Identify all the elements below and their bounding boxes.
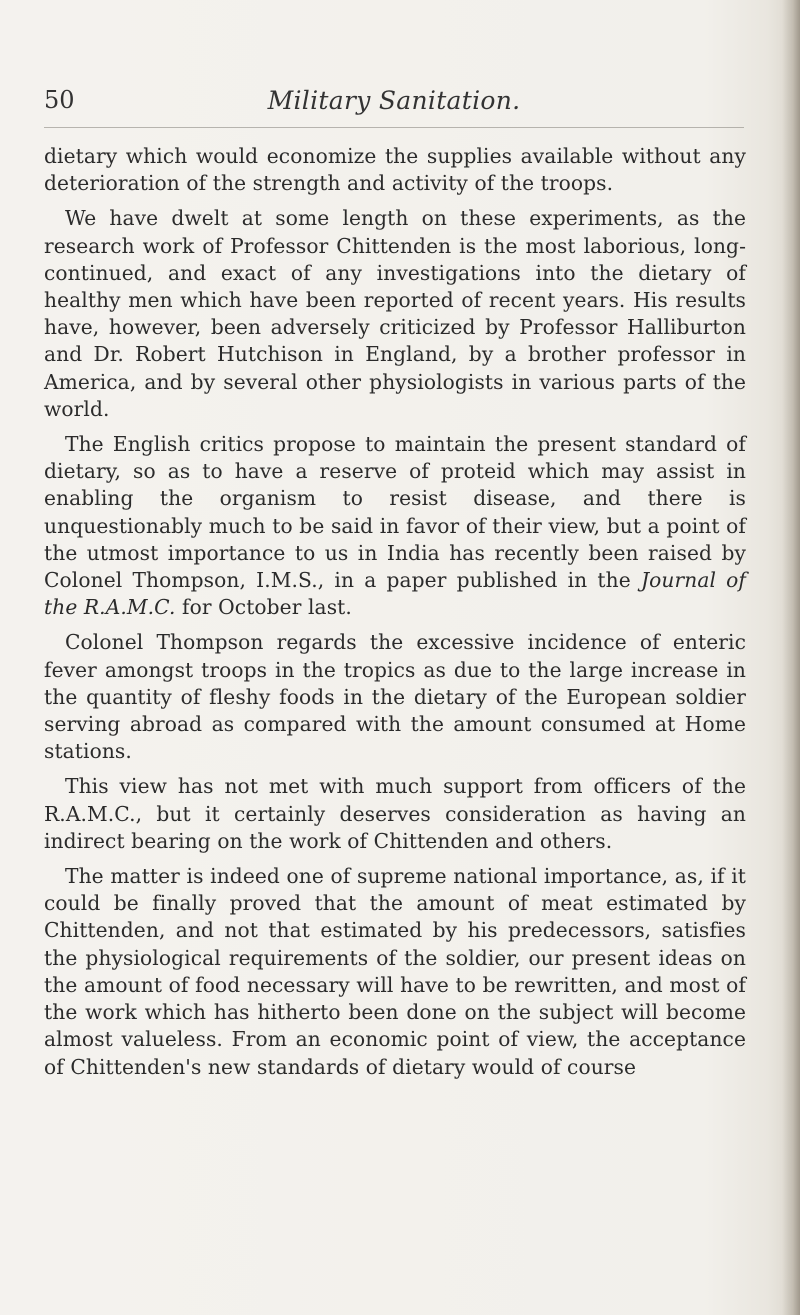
paragraph-national-importance: The matter is indeed one of supreme national importance, as, if it could be finally proved that the amount of meat estimated by Chittenden, and not that estimated by his predecessors, satisfies the physiological requirements of the soldier, our present ideas on the amount of food necessary will have to be rewritten, and most of the work which has hitherto been done on the subject will become almost valueless. From an economic point of view, the acceptance of Chittenden's new standards of dietary would of course (44, 864, 746, 1079)
paragraph-this-view: This view has not met with much support from officers of the R.A.M.C., but it certainly deserves consideration as having an indirect bearing on the work of Chittenden and others. (44, 774, 746, 853)
journal-title: Journal of the R.A.M.C. (44, 568, 746, 620)
header-rule (44, 127, 744, 128)
paragraph-english-critics-end: for October last. (175, 595, 352, 620)
paragraph-experiments: We have dwelt at some length on these experiments, as the research work of Professor Chittenden is the most laborious, long-continued, and exact of any investigations into the dietary of healthy men which have been reported of recent years. His results have, however, been adversely criticized by Professor Halliburton and Dr. Robert Hutchison in England, by a brother professor in America, and by several other physiologists in various parts of the world. (44, 206, 746, 421)
running-title: Military Sanitation. (267, 86, 521, 115)
page-edge-shadow (782, 0, 800, 1315)
paragraph-english-critics-text: The English critics propose to maintain the present standard of dietary, so as to have a reserve of proteid which may assist in enabling the organism to resist disease, and there is unquestionably much to be said in favor of their view, but a point of the utmost importance to us in India has recently been raised by Colonel Thompson, I.M.S., in a paper published in the (44, 432, 746, 593)
paragraph-english-critics (44, 431, 746, 621)
body-text (44, 143, 746, 1081)
paragraph-colonel-thompson: Colonel Thompson regards the excessive incidence of enteric fever amongst troops in the tropics as due to the large increase in the quantity of fleshy foods in the dietary of the European soldier serving abroad as compared with the amount consumed at Home stations. (44, 630, 746, 764)
paragraph-continuation: dietary which would economize the supplies available without any deterioration of the strength and activity of the troops. (44, 144, 746, 196)
page-number: 50 (44, 86, 75, 114)
page-header (44, 86, 744, 122)
